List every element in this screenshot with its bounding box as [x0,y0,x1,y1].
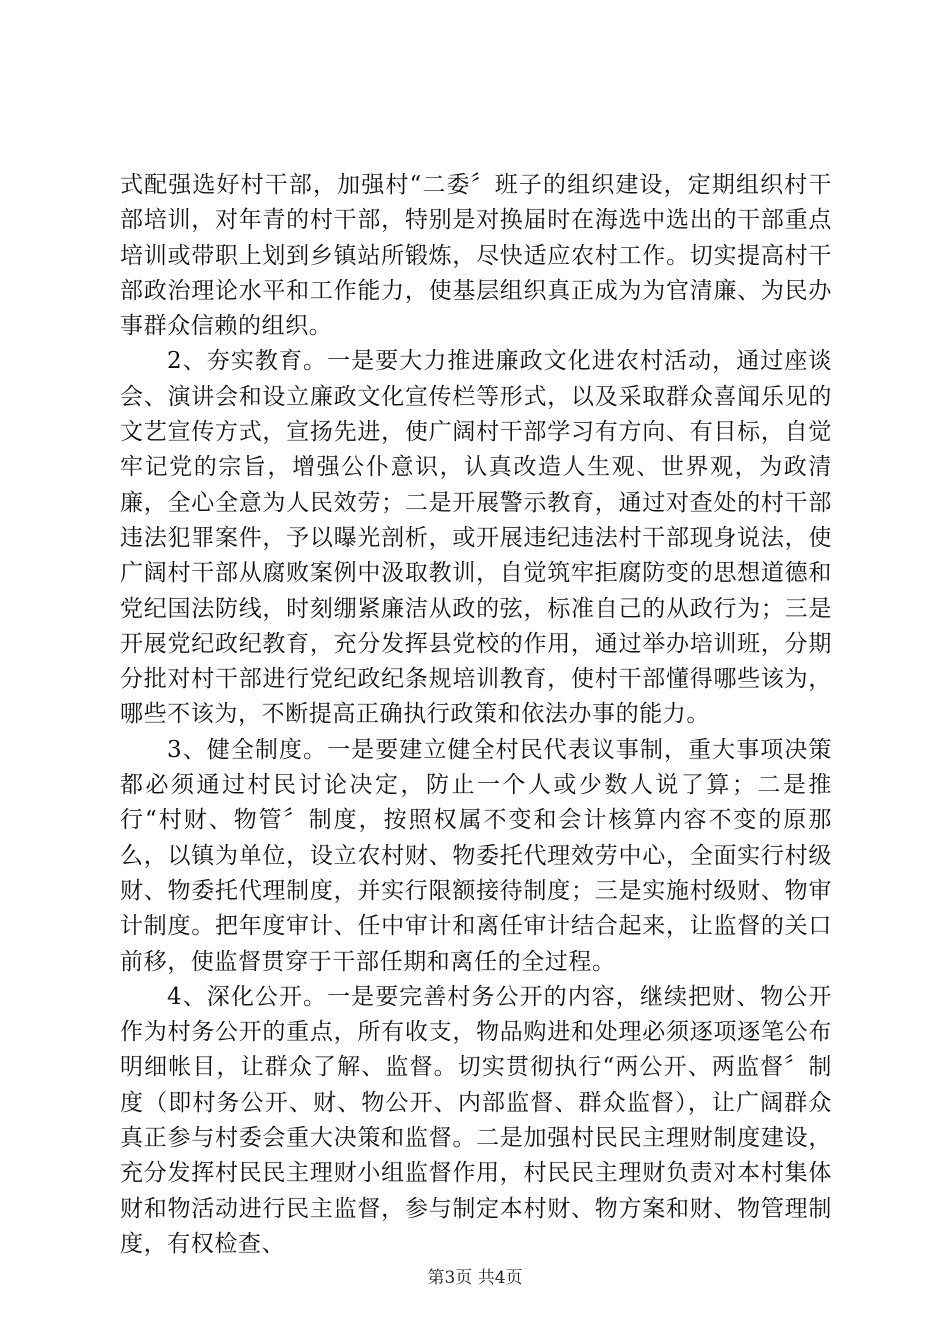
paragraph-education: 2、夯实教育。一是要大力推进廉政文化进农村活动，通过座谈会、演讲会和设立廉政文化宣传栏等形式，以及采取群众喜闻乐见的文艺宣传方式，宣扬先进，使广阔村干部学习有方向、有目标，自觉牢记党的宗旨，增强公仆意识，认真改造人生观、世界观，为政清廉，全心全意为人民效劳；二是开展警示教育，通过对查处的村干部违法犯罪案件，予以曝光剖析，或开展违纪违法村干部现身说法，使广阔村干部从腐败案例中汲取教训，自觉筑牢拒腐防变的思想道德和党纪国法防线，时刻绷紧廉洁从政的弦，标准自己的从政行为；三是开展党纪政纪教育，充分发挥县党校的作用，通过举办培训班，分期分批对村干部进行党纪政纪条规培训教育，使村干部懂得哪些该为，哪些不该为，不断提高正确执行政策和依法办事的能力。 [120,348,832,728]
document-body [120,168,832,1262]
paragraph-openness: 4、深化公开。一是要完善村务公开的内容，继续把财、物公开作为村务公开的重点，所有收支，物品购进和处理必须逐项逐笔公布明细帐目，让群众了解、监督。切实贯彻执行“两公开、两监督〞制度（即村务公开、财、物公开、内部监督、群众监督），让广阔群众真正参与村委会重大决策和监督。二是加强村民民主理财制度建设，充分发挥村民民主理财小组监督作用，村民民主理财负责对本村集体财和物活动进行民主监督，参与制定本村财、物方案和财、物管理制度，有权检查、 [120,983,832,1257]
paragraph-continuation: 式配强选好村干部，加强村“二委〞班子的组织建设，定期组织村干部培训，对年青的村干部，特别是对换届时在海选中选出的干部重点培训或带职上划到乡镇站所锻炼，尽快适应农村工作。切实提高村干部政治理论水平和工作能力，使基层组织真正成为为官清廉、为民办事群众信赖的组织。 [120,172,832,340]
page-number-footer: 第3页 共4页 [427,1268,523,1288]
paragraph-system: 3、健全制度。一是要建立健全村民代表议事制，重大事项决策都必须通过村民讨论决定，防止一个人或少数人说了算；二是推行“村财、物管〞制度，按照权属不变和会计核算内容不变的原那么，以镇为单位，设立农村财、物委托代理效劳中心，全面实行村级财、物委托代理制度，并实行限额接待制度；三是实施村级财、物审计制度。把年度审计、任中审计和离任审计结合起来，让监督的关口前移，使监督贯穿于干部任期和离任的全过程。 [120,736,832,975]
